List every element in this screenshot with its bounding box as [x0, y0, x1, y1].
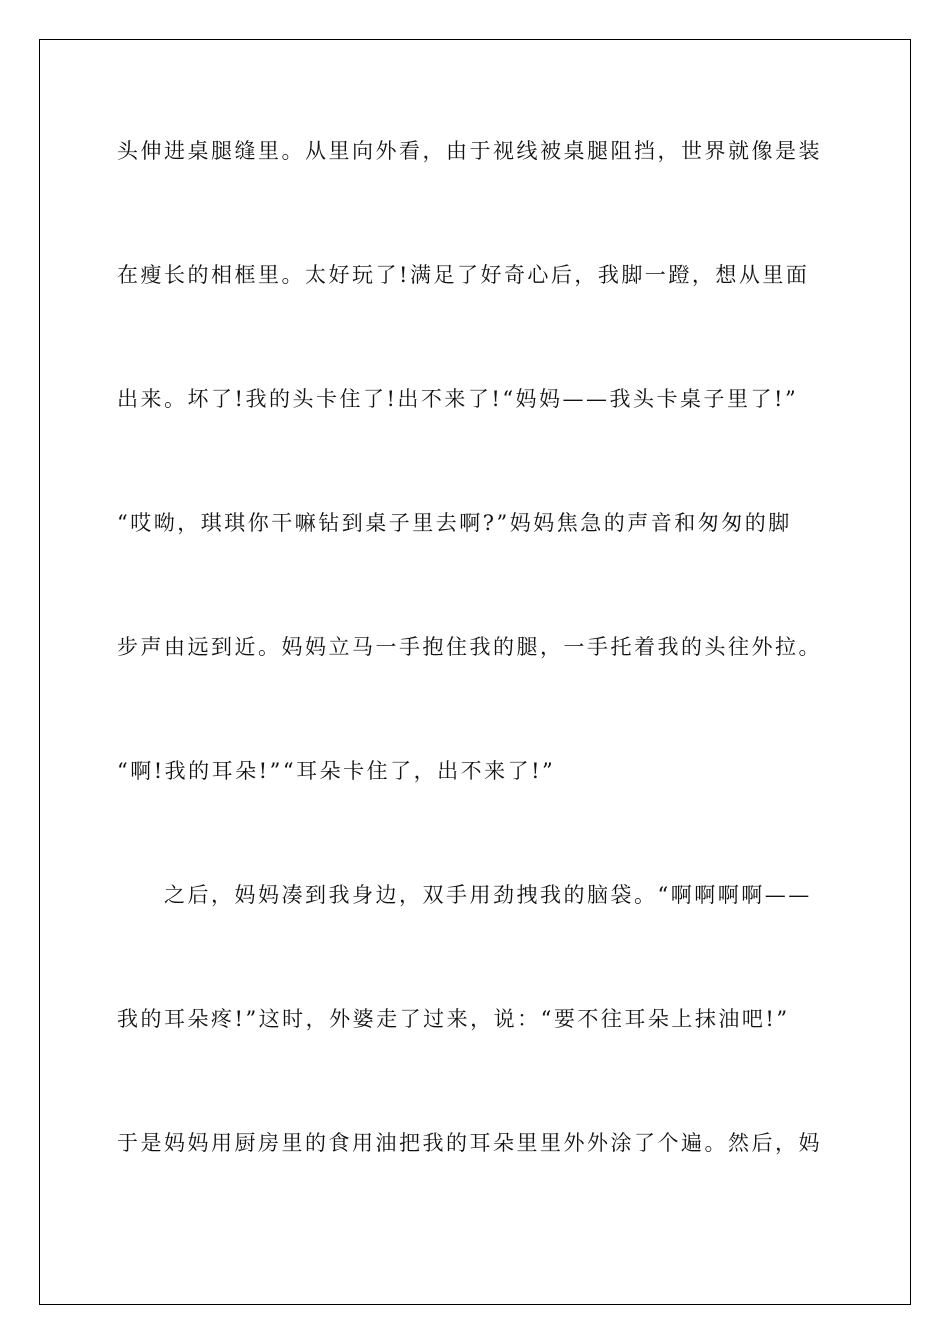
text-line-5: 步声由远到近。妈妈立马一手抱住我的腿，一手托着我的头往外拉。: [117, 635, 822, 659]
text-line-4: “哎呦，琪琪你干嘛钻到桌子里去啊?”妈妈焦急的声音和匆匆的脚: [117, 511, 792, 535]
text-line-9: 于是妈妈用厨房里的食用油把我的耳朵里里外外涂了个遍。然后，妈: [117, 1131, 822, 1155]
text-line-8: 我的耳朵疼!”这时，外婆走了过来，说：“要不往耳朵上抹油吧!”: [117, 1007, 790, 1031]
page-frame: [39, 39, 911, 1305]
text-line-2: 在瘦长的相框里。太好玩了!满足了好奇心后，我脚一蹬，想从里面: [117, 263, 810, 287]
text-line-7: 之后，妈妈凑到我身边，双手用劲拽我的脑袋。“啊啊啊啊——: [164, 883, 812, 907]
text-line-3: 出来。坏了!我的头卡住了!出不来了!“妈妈——我头卡桌子里了!”: [117, 387, 799, 411]
text-line-1: 头伸进桌腿缝里。从里向外看，由于视线被桌腿阻挡，世界就像是装: [117, 139, 822, 163]
text-line-6: “啊!我的耳朵!”“耳朵卡住了，出不来了!”: [117, 759, 556, 783]
